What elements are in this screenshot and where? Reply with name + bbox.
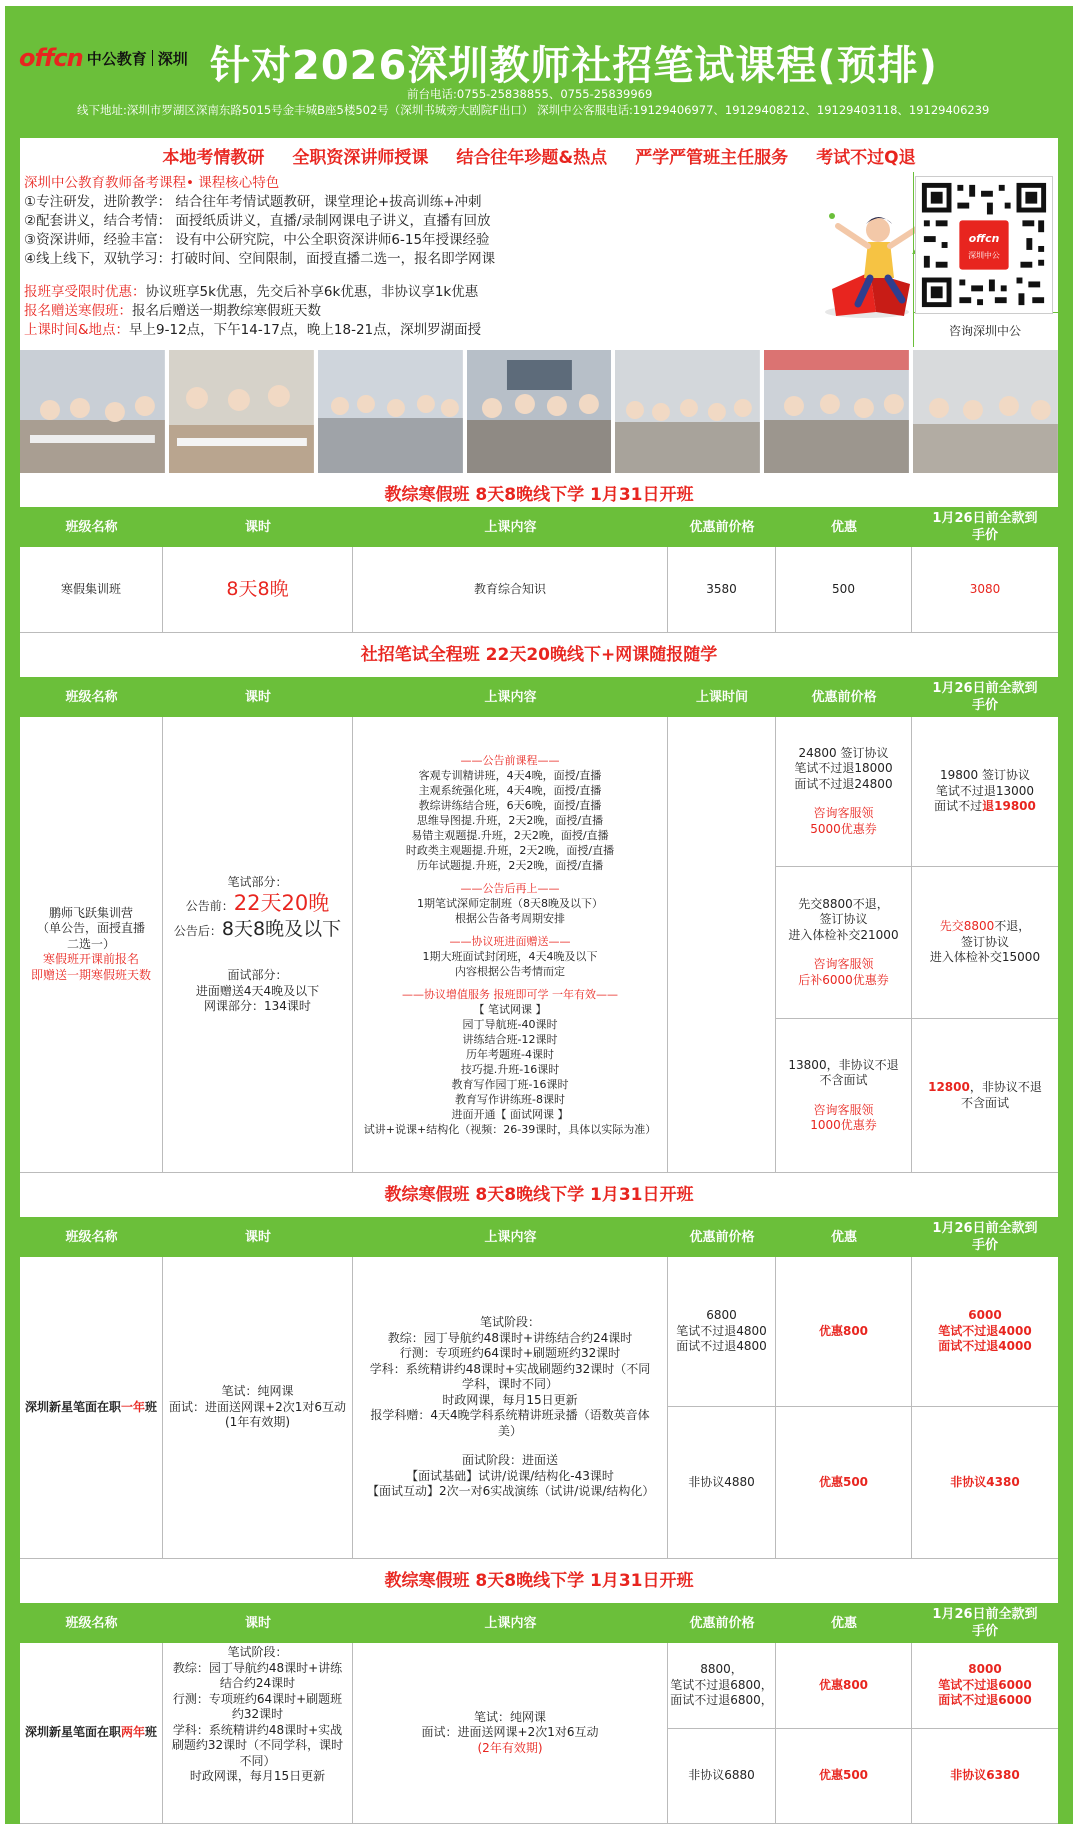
content-line: 教育写作园丁班-16课时 [451,1077,569,1091]
classroom-photo [20,350,165,473]
col-price: 优惠前价格 [689,519,755,535]
content-line: 教育写作讲练班-8课时 [455,1092,565,1106]
cell-discount: 优惠800 [776,1643,912,1729]
final-line: 不含面试 [960,1095,1009,1110]
cell-hours: 8天8晚 [163,547,353,633]
col-content: 上课内容 [484,1229,537,1245]
offer-line [24,283,804,302]
hours-line: 时政网课，每月15日更新 [189,1769,326,1783]
content-line: 笔试：纯网课 [473,1709,546,1724]
promo-line: 咨询客服领 [813,957,874,972]
price-line: 进入体检补交21000 [788,927,899,942]
content-group-head: ——协议增值服务 报班即可学 一年有效—— [402,987,618,1001]
content-line: 历年试题提.升班，2天2晚，面授/直播 [416,858,604,872]
col-final: 1月26日前全款到手价 [932,511,1038,543]
content-line: 主观系统强化班，4天4晚，面授/直播 [418,783,602,797]
column-header-row [20,677,1058,717]
final-line: 进入体检补交15000 [929,950,1041,965]
table-one-year [20,1257,1058,1559]
col-time: 上课时间 [695,689,748,705]
content-line: 易错主观题提.升班，2天2晚，面授/直播 [411,828,609,842]
final-line: 笔试不过退6000 [938,1677,1032,1692]
cell-hours [163,1643,353,1824]
content-line: 历年考题班-4课时 [466,1047,554,1061]
cell-price: 3580 [668,547,776,633]
col-discount: 优惠 [830,1615,857,1631]
name-suffix: 班 [145,1399,158,1414]
cell-final [912,717,1058,867]
name-suffix: 班 [145,1725,158,1740]
hours-line: 笔试阶段： [227,1645,288,1659]
hours-line: 面试：进面送网课+2次1对6互动 [169,1399,346,1414]
final-prefix: 面试不过 [934,799,983,814]
cell-hours [163,717,353,1173]
content-line: 面试：进面送网课+2次1对6互动 [421,1725,599,1740]
final-line: 6000 [968,1308,1002,1323]
content-line: 笔试阶段： [479,1315,540,1330]
final-line: 面试不过退4000 [938,1339,1032,1354]
content-line: 思维导图提.升班，2天2晚，面授/直播 [416,813,604,827]
content-line: 【面试基础】试讲/说课/结构化-43课时 [406,1468,614,1483]
offer-line [24,321,804,340]
hours-iv-line: 网课部分：134课时 [204,999,311,1013]
price-line: 24800 签订协议 [798,745,889,760]
col-discount: 优惠 [830,519,857,535]
cell-price: 非协议4880 [668,1407,776,1559]
cell-name: 寒假集训班 [20,547,163,633]
col-name: 班级名称 [65,1229,118,1245]
offer-label: 上课时间&地点： [24,322,130,338]
feature-line: ②配套讲义，结合考情： 面授纸质讲义，直播/录制网课电子讲义，直播有回放 [24,213,491,229]
content-line: 教综讲练结合班，6天6晚，面授/直播 [418,798,602,812]
name-prefix: 深圳新星笔面在职 [24,1725,121,1740]
final-line: 19800 签订协议 [939,768,1030,783]
offer-text: 早上9-12点，下午14-17点，晚上18-21点，深圳罗湖面授 [129,322,482,338]
content-line: 行测：专项班约64课时+刷题班约32课时 [399,1346,621,1361]
phone-line: 前台电话:0755-25838855、0755-25839969 [407,87,653,101]
table-winter [20,547,1058,633]
logo-divider [152,50,153,66]
col-name: 班级名称 [65,519,118,535]
cell-name [20,1643,163,1824]
logo-city: 深圳 [157,49,188,68]
hours-line: 行测：专项班约64课时+刷题班约32课时 [172,1691,343,1721]
price-line: 面试不过退6800， [670,1693,773,1708]
content-line: 客观专训精讲班，4天4晚，面授/直播 [418,768,602,782]
qr-divider [913,172,914,347]
column-header-row [20,507,1058,547]
classroom-photo [169,350,314,473]
cell-discount: 500 [776,547,912,633]
content-line: 1期笔试深师定制班（8天8晚及以下） [417,896,603,910]
section-title: 教综寒假班 8天8晚线下学 1月31日开班 [20,1559,1058,1603]
hours-line: (1年有效期) [225,1415,290,1430]
promo-line: 咨询客服领 [813,1102,874,1117]
hours-after-value: 8天8晚及以下 [221,918,342,940]
cell-time [668,717,776,1173]
price-line: 笔试不过退6800， [670,1677,773,1692]
price-line: 笔试不过退18000 [794,761,893,776]
price-line: 不含面试 [819,1073,868,1087]
name-line: 二选一） [66,936,115,951]
cell-final: 3080 [912,547,1058,633]
price-line: 6800 [706,1308,737,1323]
final-line [930,919,1040,935]
cell-content [353,717,668,1173]
offer-line [24,302,804,321]
logo-brand: offcn [19,44,83,72]
content-line: 进面开通【 面试网课 】 [451,1107,569,1121]
name-red: 两年 [120,1725,145,1740]
hours-line: 笔试：纯网课 [221,1384,294,1399]
cell-name [20,717,163,1173]
cell-name [20,1257,163,1559]
classroom-photo [615,350,760,473]
content-line: (2年有效期) [477,1740,543,1755]
cell-final: 非协议6380 [912,1729,1058,1824]
classroom-photo [913,350,1058,473]
classroom-photo [467,350,612,473]
col-hours: 课时 [244,689,271,705]
column-header-row [20,1217,1058,1257]
promo-line: 1000优惠券 [810,1118,877,1132]
final-line: 笔试不过退4000 [938,1323,1032,1338]
final-line: 笔试不过退13000 [935,783,1035,798]
cell-discount: 优惠500 [776,1407,912,1559]
column-header-row [20,1603,1058,1643]
cell-hours [163,1257,353,1559]
slogan: 严学严管班主任服务 [635,147,789,168]
name-note: 即赠送一期寒假班天数 [30,967,151,982]
final-red: 退19800 [982,799,1036,814]
table-two-year [20,1643,1058,1824]
col-name: 班级名称 [65,689,118,705]
cell-discount: 优惠500 [776,1729,912,1824]
hours-line: 教综：园丁导航约48课时+讲练结合约24课时 [172,1660,343,1690]
price-line: 8800， [700,1662,743,1677]
col-content: 上课内容 [484,519,537,535]
hours-after-label: 公告后： [173,924,222,938]
content-line: 根据公告备考周期安排 [455,911,565,925]
content-line: 讲练结合班-12课时 [462,1032,558,1046]
content-line: 时政网课，每月15日更新 [442,1392,578,1407]
final-red: 12800 [928,1080,970,1094]
price-line: 笔试不过退4800 [676,1323,767,1338]
content-line: 学科：系统精讲约48课时+实战刷题约32课时（不同学科，课时不同） [369,1361,651,1392]
feature-line: ①专注研发，进阶教学： 结合往年考情试题教研，课堂理论+拔高训练+冲刺 [24,194,482,210]
intro-panel [20,138,1058,473]
content-line: 【面试互动】2次一对6实战演练（试讲/说课/结构化） [367,1484,655,1499]
content-line: 试讲+说课+结构化（视频：26-39课时，具体以实际为准） [363,1122,657,1136]
cell-price [776,1019,912,1173]
cell-final [912,1643,1058,1729]
name-red: 一年 [120,1399,145,1414]
cell-content: 教育综合知识 [353,547,668,633]
col-content: 上课内容 [484,1615,537,1631]
brand-logo [19,44,188,72]
price-line: 13800，非协议不退 [788,1057,899,1072]
final-line: 面试不过退6000 [938,1693,1032,1708]
content-line: 时政类主观题提.升班，2天2晚，面授/直播 [405,843,615,857]
qr-code[interactable] [915,176,1053,314]
col-hours: 课时 [244,1229,271,1245]
classroom-photo [318,350,463,473]
content-line: 面试阶段：进面送 [461,1453,558,1468]
content-line: 报学科赠：4天4晚学科系统精讲班录播（语数英音体美） [370,1408,650,1438]
col-price: 优惠前价格 [689,1615,755,1631]
hours-iv-line: 进面赠送4天4晚及以下 [195,983,320,998]
section-title: 社招笔试全程班 22天20晚线下+网课随报随学 [20,633,1058,677]
final-rest: ，非协议不退 [969,1080,1042,1094]
final-line [934,799,1036,815]
slogan: 本地考情教研 [162,147,265,168]
content-line: 技巧提.升班-16课时 [460,1062,560,1076]
cell-content [353,1643,668,1824]
final-rest: 不退， [994,919,1031,934]
name-note: 寒假班开课前报名 [42,952,139,967]
final-line: 签订协议 [960,934,1009,949]
section-title: 教综寒假班 8天8晚线下学 1月31日开班 [20,1173,1058,1217]
name-line: （单公告，面授直播 [36,921,145,936]
content-line: 【 笔试网课 】 [473,1002,547,1016]
cell-content [353,1257,668,1559]
price-line: 面试不过退24800 [794,776,893,791]
col-name: 班级名称 [65,1615,118,1631]
cell-price [668,1643,776,1729]
col-hours: 课时 [244,519,271,535]
content-group-head: ——公告前课程—— [460,753,560,767]
name-line: 鹏师飞跃集训营 [48,905,133,920]
content-line: 内容根据公告考情而定 [455,964,565,978]
cell-price [776,717,912,867]
section-title: 教综寒假班 8天8晚线下学 1月31日开班 [20,473,1058,517]
name-prefix: 深圳新星笔面在职 [24,1399,121,1414]
cell-price [668,1257,776,1407]
cell-price [776,867,912,1019]
price-line: 先交8800不退， [798,896,889,911]
feature-line: ③资深讲师，经验丰富： 设有中公研究院，中公全职资深讲师6-15年授课经验 [24,232,490,248]
svg-text:offcn: offcn [968,232,1000,246]
offer-label: 报班享受限时优惠： [24,284,146,300]
price-line: 签订协议 [819,912,868,927]
address-line: 线下地址:深圳市罗湖区深南东路5015号金丰城B座5楼502号（深圳书城旁大剧院F出口） 深圳中公客服电话:19129406977、19129408212、19129403118、19129406239 [77,103,990,117]
content-group-head: ——公告后再上—— [460,881,560,895]
col-hours: 课时 [244,1615,271,1631]
hours-before-label: 公告前： [185,899,234,913]
offer-label: 报名赠送寒假班： [24,303,132,319]
slogan: 全职资深讲师授课 [292,147,429,168]
slogan: 结合往年珍题&热点 [456,147,608,168]
cell-final [912,1257,1058,1407]
table-fullcourse [20,717,1058,1173]
logo-name: 中公教育 [86,49,147,68]
classroom-photos [20,350,1058,473]
content-line: 1期大班面试封闭班，4天4晚及以下 [422,949,598,963]
final-line [928,1080,1042,1096]
classroom-photo [764,350,909,473]
svg-text:深圳中公: 深圳中公 [968,250,1000,260]
header [5,6,1073,138]
hours-label: 笔试部分： [227,874,288,889]
slogan: 考试不过Q退 [816,147,916,168]
intro-text [24,174,804,340]
cell-final [912,1019,1058,1173]
slogan-bar [20,138,1058,172]
content-group-head: ——协议班进面赠送—— [449,934,571,948]
promo-line: 后补6000优惠券 [798,972,889,987]
cell-final: 非协议4380 [912,1407,1058,1559]
col-final: 1月26日前全款到手价 [932,681,1038,713]
cell-price: 非协议6880 [668,1729,776,1824]
content-line: 园丁导航班-40课时 [462,1017,558,1031]
col-discount: 优惠 [830,1229,857,1245]
promo-line: 咨询客服领 [813,806,874,821]
content-line: 教综：园丁导航约48课时+讲练结合约24课时 [387,1330,633,1345]
cell-final [912,867,1058,1019]
offer-text: 报名后赠送一期教综寒假班天数 [132,303,321,319]
cell-discount: 优惠800 [776,1257,912,1407]
intro-title: 深圳中公教育教师备考课程• 课程核心特色 [24,175,280,191]
hours-before-value: 22天20晚 [233,891,330,915]
col-price: 优惠前价格 [689,1229,755,1245]
final-red: 先交8800 [939,919,995,934]
price-line: 面试不过退4800 [676,1339,767,1354]
promo-line: 5000优惠券 [810,821,877,836]
final-line: 8000 [968,1662,1002,1677]
feature-line: ④线上线下，双轨学习：打破时间、空间限制，面授直播二选一，报名即学网课 [24,251,496,267]
col-price: 优惠前价格 [811,689,877,705]
hours-line: 学科：系统精讲约48课时+实战刷题约32课时（不同学科，课时不同） [171,1722,344,1768]
page-title: 针对2026深圳教师社招笔试课程(预排) [210,43,938,89]
hours-iv-label: 面试部分： [227,968,288,982]
col-final: 1月26日前全款到手价 [932,1607,1038,1639]
col-final: 1月26日前全款到手价 [932,1221,1038,1253]
qr-label: 咨询深圳中公 [948,324,1021,338]
offer-text: 协议班享5k优惠，先交后补享6k优惠，非协议享1k优惠 [145,284,479,300]
col-content: 上课内容 [484,689,537,705]
